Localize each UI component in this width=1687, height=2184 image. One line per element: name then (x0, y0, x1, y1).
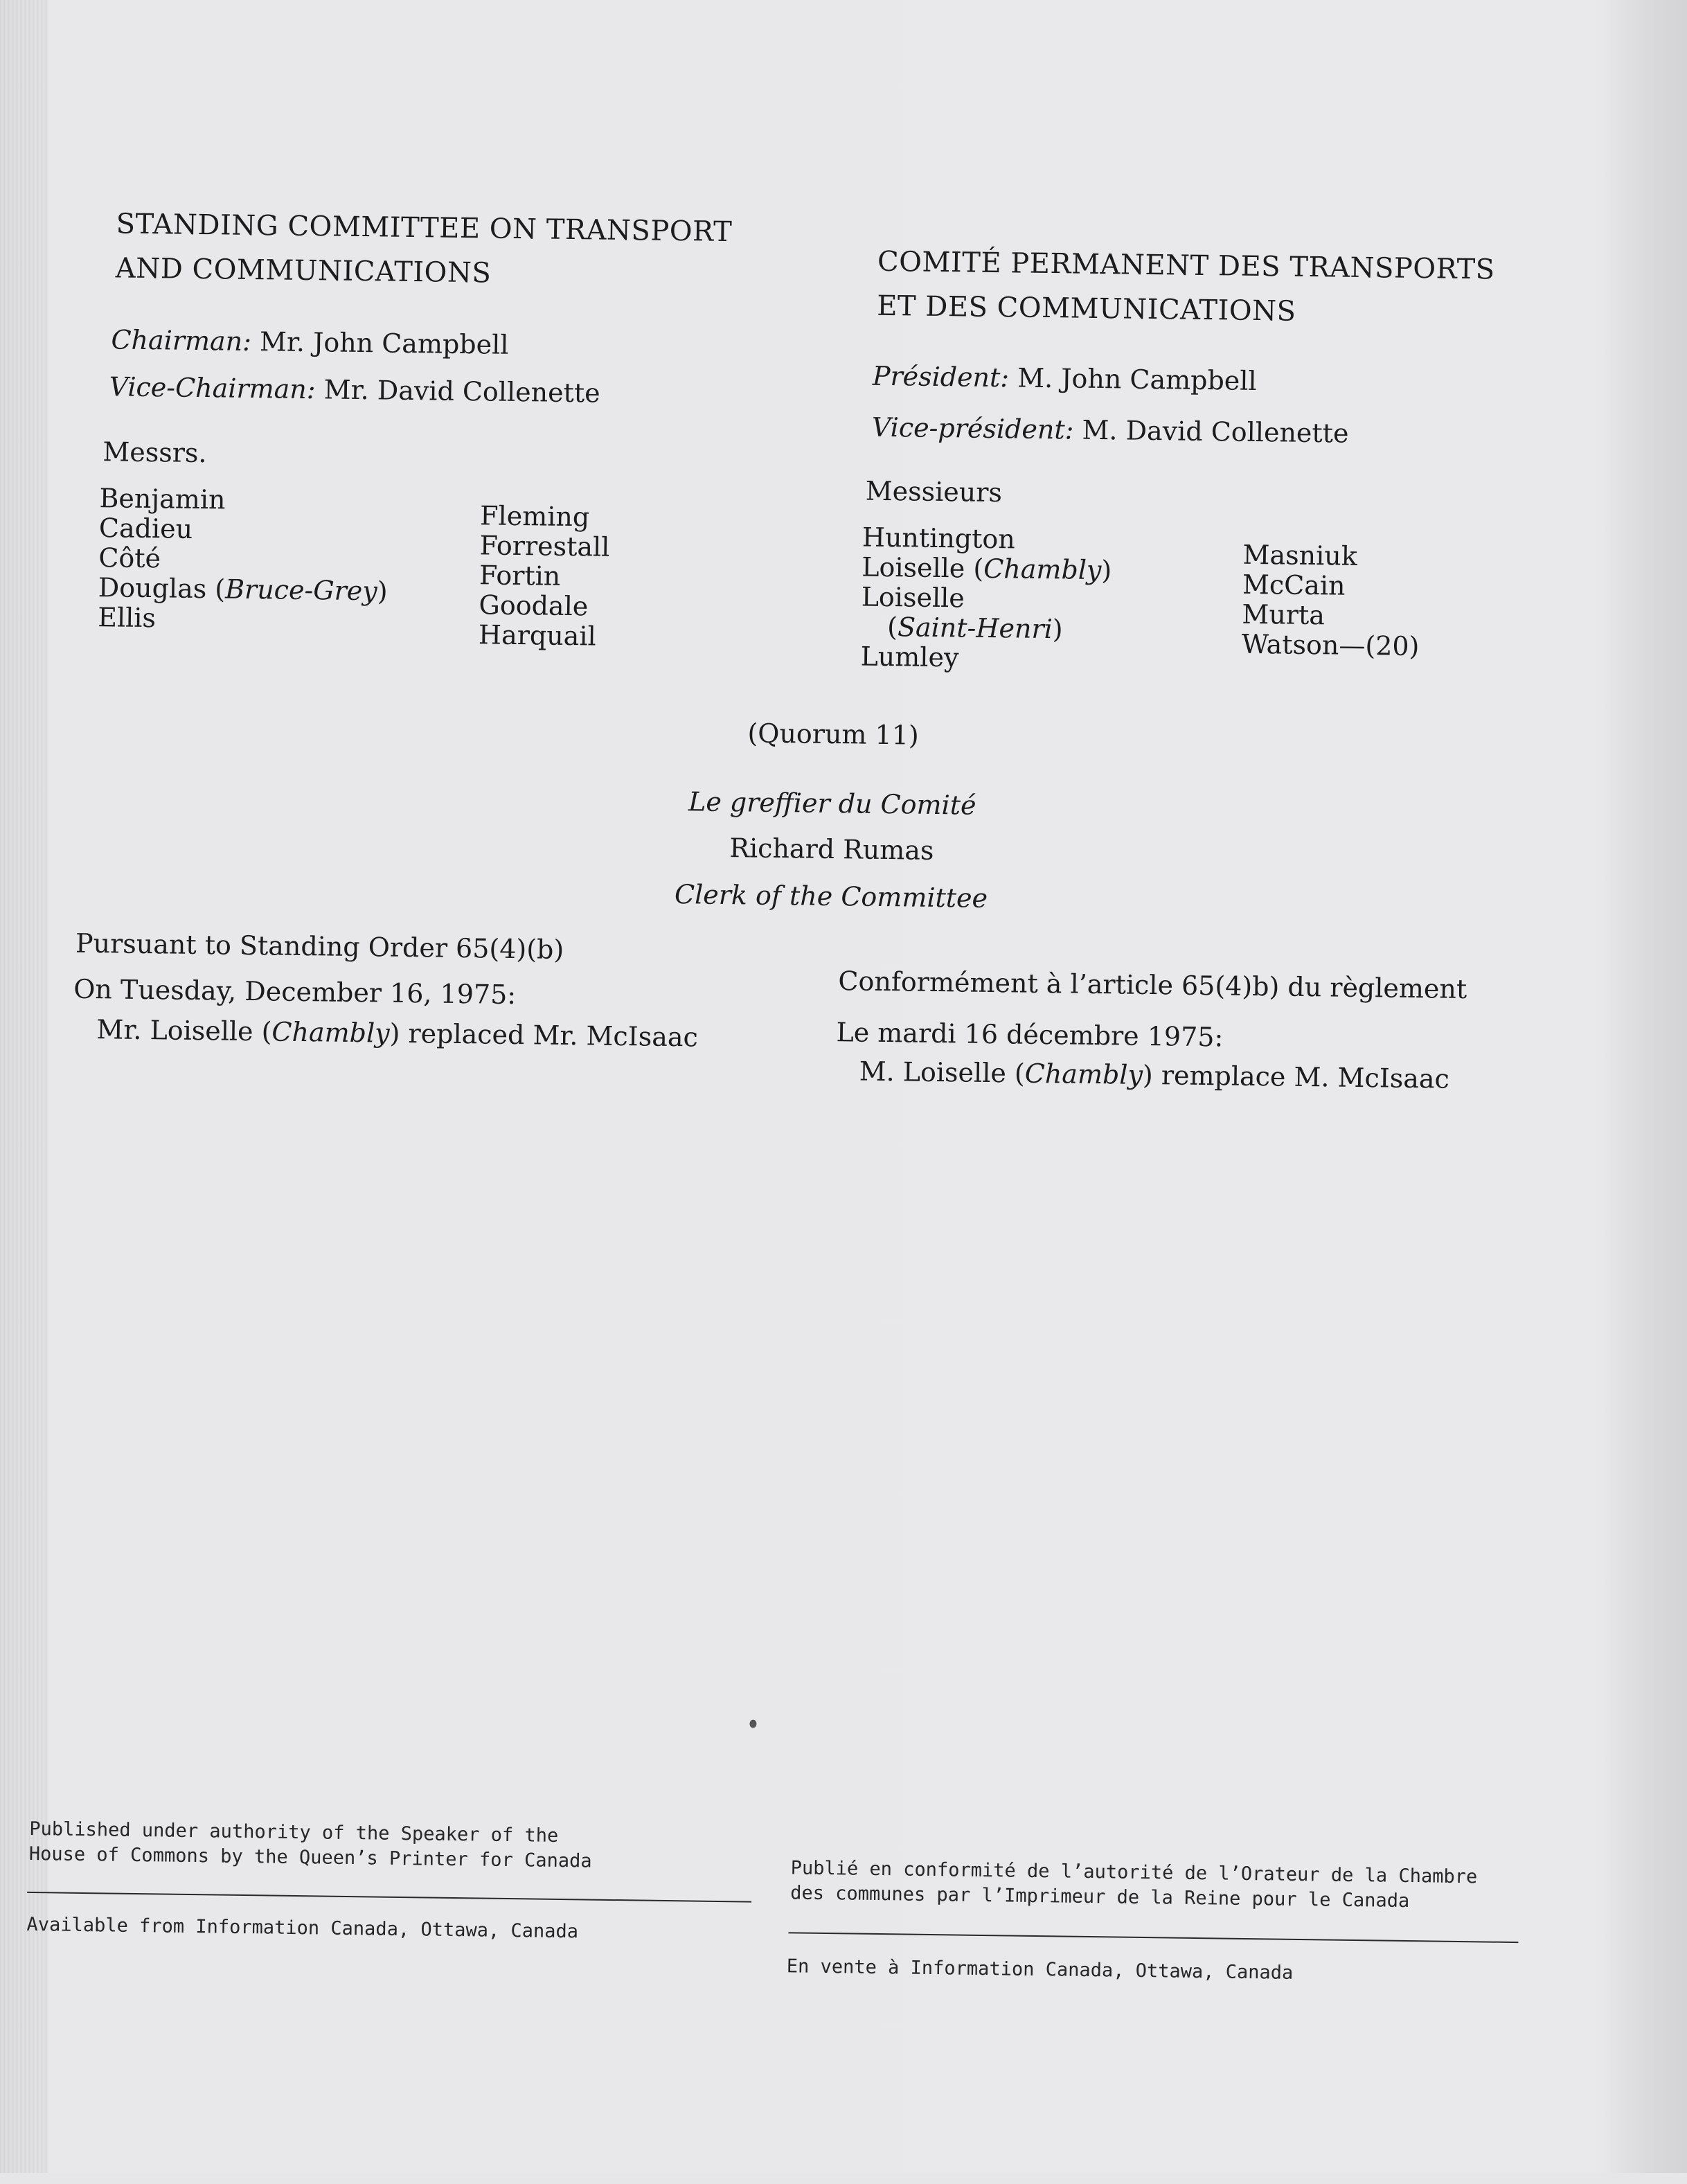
footer-english-published: Published under authority of the Speaker of the House of Commons by the Queen’s Printer for Canada (28, 1818, 592, 1872)
footer-french-published: Publié en conformité de l’autorité de l’Orateur de la Chambre des communes par l’Imprimeur de la Reine pour le Canada (790, 1857, 1478, 1912)
quorum: (Quorum 11) (747, 718, 920, 751)
member-name: Harquail (478, 619, 596, 652)
footer-french-rule (788, 1932, 1518, 1943)
member-name: Ellis (97, 602, 157, 634)
french-committee-title: COMITÉ PERMANENT DES TRANSPORTS ET DES COMMUNICATIONS (876, 245, 1495, 328)
member-name: Watson—(20) (1241, 628, 1420, 662)
french-replacement: M. Loiselle (Chambly) remplace M. McIsaac (859, 1056, 1450, 1094)
french-vice-president: Vice-président: M. David Collenette (871, 411, 1349, 449)
member-name: Murta (1242, 598, 1326, 631)
members-column-1 (98, 483, 389, 636)
member-name: Fortin (479, 560, 561, 592)
member-name: Douglas (Bruce-Grey) (98, 572, 388, 607)
footer-english-available: Available from Information Canada, Ottawa, Canada (26, 1913, 579, 1943)
member-name: Huntington (862, 522, 1016, 555)
english-date: On Tuesday, December 16, 1975: (73, 973, 517, 1011)
english-vice-chairman: Vice-Chairman: Mr. David Collenette (109, 371, 600, 409)
member-name: Cadieu (98, 513, 193, 544)
stray-mark (749, 1720, 756, 1728)
french-pursuant: Conformément à l’article 65(4)b) du règlement (838, 966, 1467, 1005)
clerk-name: Richard Rumas (729, 833, 934, 866)
member-name: Goodale (479, 589, 589, 622)
english-replacement: Mr. Loiselle (Chambly) replaced Mr. McIsaac (96, 1014, 699, 1053)
member-name: Côté (98, 542, 161, 574)
member-riding: (Saint-Henri) (886, 612, 1063, 645)
clerk-title-french: Le greffier du Comité (688, 786, 976, 821)
member-name: Masniuk (1242, 539, 1358, 571)
member-name: Lumley (860, 641, 959, 673)
french-president: Président: M. John Campbell (872, 360, 1257, 396)
english-committee-title: STANDING COMMITTEE ON TRANSPORT AND COMMUNICATIONS (115, 208, 733, 290)
member-name: McCain (1242, 569, 1346, 601)
clerk-title-english: Clerk of the Committee (674, 879, 988, 914)
footer-english-rule (27, 1892, 751, 1903)
members-column-2 (479, 501, 611, 651)
english-members-label: Messrs. (102, 436, 207, 469)
footer-french-available: En vente à Information Canada, Ottawa, Canada (786, 1955, 1294, 1984)
english-chairman: Chairman: Mr. John Campbell (111, 324, 509, 360)
members-column-3 (860, 523, 1112, 675)
member-name: Fleming (479, 500, 590, 533)
members-column-4 (1242, 540, 1421, 662)
member-name: Loiselle (861, 581, 965, 614)
member-name: Loiselle (Chambly) (862, 551, 1112, 586)
french-members-label: Messieurs (865, 475, 1003, 508)
member-name: Benjamin (99, 483, 226, 515)
member-name: Forrestall (479, 530, 610, 562)
english-pursuant: Pursuant to Standing Order 65(4)(b) (75, 927, 564, 965)
french-date: Le mardi 16 décembre 1975: (836, 1017, 1224, 1053)
